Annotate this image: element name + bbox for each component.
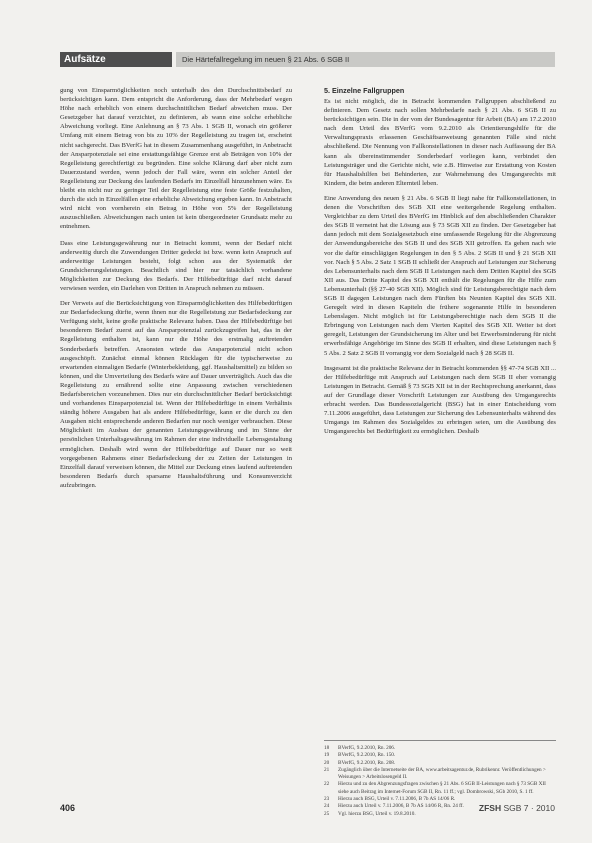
journal-sub: SGB	[503, 803, 522, 813]
footnote-text: BVerfG, 9.2.2010, Rn. 206.	[338, 745, 396, 751]
journal-citation	[479, 803, 555, 813]
footnote-text: Hierzu und zu den Abgrenzungsfragen zwischen § 21 Abs. 6 SGB II-Leistungen nach § 73 SGB XII siehe auch Beitrag im Internet-Forum SGB II, Rn. 11 ff.; vgl. Dombrowski, SGb 2010, S. 1 ff.	[338, 781, 546, 795]
footnote-text: Vgl. hierzu BSG, Urteil v. 19.8.2010.	[338, 810, 416, 817]
body-paragraph: gung von Einsparmöglichkeiten noch unterhalb des den Durchschnittsbedarf zu berücksichtigen kann. Dem entspricht die Anforderung, dass der Mehrbedarf wegen Höhe nach erheblich von einem durchschnittlichen Bedarf abweichen muss. Der Gesetzgeber hat darauf verzichtet, zu definieren, ab wann eine solche erhebliche Abweichung vorliegt. Eine Anlehnung an § 73 Abs. 1 SGB II, wonach ein größerer Umfang mit einem Betrag von bis zu 10% der Regelleistung zu tragen ist, erscheint nicht sachgerecht. Das BVerfG hat in diesem Zusammenhang ausgeführt, in Anbetracht der Ansparpotenziale sei eine erstattungsfähige Grenze erst ab Beträgen von 10% der Regelleistung gerechtfertigt zu begründen. Eine solche Klärung darf aber nicht zum Dauerzustand werden, wenn jedoch der Fall wäre, wenn ein solcher Anteil der Regelleistung zur Deckung des laufenden Bedarfs im Einzelfall hinzunehmen wäre. Es bleibt ein nicht nur zu geringer Teil der Regelleistung eine feste Größe festzuhalten, durch die sich in Einzelfällen eine erhebliche Abweichung ergeben kann. In Anbetracht wird nicht von vornherein ein Betrag in Höhe von 5% der Regelleistung auszuschließen. Abweichungen nach unten ist kein übergeordneter Grundsatz mehr zu entnehmen.	[60, 87, 292, 231]
footnote-number: 23	[324, 796, 330, 803]
footnote-number: 24	[324, 803, 330, 810]
body-paragraph: Dass eine Leistungsgewährung nur in Betracht kommt, wenn der Bedarf nicht anderweitig durch die Zuwendungen Dritter gedeckt ist bzw. wenn kein Anspruch auf anderweitige Leistungen besteht, folgt schon aus der Systematik der Grundsicherungsleistungen. Beachtlich sind hier nur tatsächlich vorhandene Möglichkeiten zur Deckung des Bedarfs. Der Hilfebedürftige darf nicht darauf verwiesen werden, ein Darlehen von Dritten in Anspruch nehmen zu müssen.	[60, 239, 292, 292]
section-tag: Aufsätze	[60, 52, 172, 67]
body-paragraph: Der Verweis auf die Berücksichtigung von Einsparmöglichkeiten des Hilfebedürftigen zur Bedarfsdeckung dürfte, wenn ihnen nur die Regelleistung zur Bedarfsdeckung zur Verfügung steht, keine große praktische Relevanz haben. Dass der Hilfebedürftige bei besonderem Bedarf zuerst auf das Ansparpotenzial zurückzugreifen hat, das in der Regelleistung enthalten ist, kann nur die Höhe des erstmalig auftretenden Sonderbedarfs betreffen. Ansonsten würde das Ansparpotenzial nicht schon ausgeschöpft. Zunächst einmal können Rücklagen für die typischerweise zu erwartenden einmaligen Bedarfe (Winterbekleidung, ggf. Haushaltsmittel) zu bilden so können, und die Umverteilung des Bedarfs wäre auf Dauer unverträglich. Auch das die Regelleistung zu ernährend sollte eine Anpassung zwischen verschiedenen Bedarfsbereichen vorzunehmen. Dies nur ein durchschnittlicher Bedarf berücksichtigt und vorhandenes Einsparpotenzial ist. Wenn der Hilfebedürftige in einem Verhältnis ständig höhere Ausgaben hat als andere Hilfebedürftige, kann er die durch zu den Ausgaben nicht entsprechende anderen Bedarfen nur noch weniger verbrauchen. Diese Möglichkeit im Ausbau der genannten Leistungsgewährung und im Sinne der persönlichen Unterhaltsgewährung im Rahmen der eine individuelle Lebensgestaltung ermöglichen. Deshalb wird wenn der Hilfebedürftige auf Dauer nur so weit vorgegebenen Rahmens einer Bedarfsdeckung der zu Zeiten der Leistungen in Einzelfall darauf verweisen können, die Mittel zur Deckung eines laufend auftretenden besonderen Bedarfs durch sparsame Haushaltsführung und Konsumverzicht aufzubringen.	[60, 300, 292, 489]
footnote-number: 22	[324, 781, 330, 788]
right-column	[324, 86, 556, 442]
section-heading: 5. Einzelne Fallgruppen	[324, 86, 405, 95]
footnote-number: 19	[324, 752, 330, 759]
footnote	[324, 767, 556, 782]
journal-issue: 7 · 2010	[523, 803, 555, 813]
page-footer	[60, 803, 555, 817]
footnote	[324, 781, 556, 796]
page-header	[60, 52, 555, 67]
body-paragraph: Es ist nicht möglich, die in Betracht kommenden Fallgruppen abschließend zu definieren. Dem Gesetz nach sollen Mehrbedarfe nach § 21 Abs. 6 SGB II zu berücksichtigen sein. Die in der vom der Bundesagentur für Arbeit (BA) am 17.2.2010 nach dem Urteil des BVerfG vom 9.2.2010 als Orientierungshilfe für die Verwaltungspraxis erlassenen Geschäftsanweisung genannten Fälle sind nicht abschließend. Die Nennung von Fallkonstellationen in dieser nach Auffassung der BA kann als übereinstimmender Sonderbedarf vorliegen kann, verbindet den Leistungsträger und die Gerichte nicht, wie z.B. Hinweise zur Erstattung von Kosten für Haushaltshilfen bei Behinderten, zur Wahrnehmung des Umgangsrechts mit Kindern, die beim anderen Elternteil leben.	[324, 98, 556, 187]
footnote-text: Hierzu auch Urteil v. 7.11.2006, B 7b AS 14/06 R, Rn. 24 ff.	[338, 803, 464, 810]
body-paragraph: Insgesamt ist die praktische Relevanz der in Betracht kommenden §§ 47-74 SGB XII ... der Hilfebedürftige mit Anspruch auf Leistungen nach dem SGB II eher vorrangig Leistungen in Betracht. Gemäß § 73 SGB XII ist in der Rechtsprechung anerkannt, dass auf der Grundlage dieser Vorschrift Leistungen zur Ausübung des Umgangsrechts erbracht werden. Das Bundessozialgericht (BSG) hat in einer Entscheidung vom 7.11.2006 ausgeführt, dass Leistungen zur Sicherung des Lebensunterhalts während des Umgangs im Rahmen des Sozialgeldes zu erbringen seien, um die Ausübung des Umgangsrechts bei Bedürftigkeit zu ermöglichen. Deshalb	[324, 364, 557, 436]
footnote-text: Zugänglich über die Internetseite der BA, www.arbeitsagentur.de, Rubrikennr. Veröffentlichungen > Weisungen > Arbeitslosengeld II.	[338, 766, 546, 781]
footnote-number: 25	[324, 810, 330, 817]
left-column	[60, 86, 292, 496]
footnote	[324, 760, 556, 767]
footnote-number: 21	[324, 766, 330, 773]
journal-name: ZFSH	[478, 803, 502, 813]
footnote-number: 20	[324, 759, 330, 766]
footnote-text: BVerfG, 9.2.2010, Rn. 150.	[338, 752, 396, 759]
footnote-text: Hierzu auch BSG, Urteil v. 7.11.2006, B 7b AS 14/06 R.	[338, 796, 456, 803]
footnote-text: BVerfG, 9.2.2010, Rn. 208.	[338, 759, 396, 766]
running-title: Die Härtefallregelung im neuen § 21 Abs. 6 SGB II	[176, 52, 555, 67]
body-paragraph: Eine Anwendung des neuen § 21 Abs. 6 SGB II liegt nahe für Fallkonstellationen, in denen die Vorschriften des SGB XII eine weitergehende Regelung enthalten. Vergleichbar zu dem Urteil des BVerfG im Hinblick auf den abschließenden Charakter des SGB II verneint hat die Lösung aus § 73 SGB XII zu finden. Der Gesetzgeber hat dann jedoch mit dem Sozialgesetzbuch eine umfassende Regelung für die Abgrenzung der Anwendungsbereiche des SGB II und des SGB XII getroffen. Es gehen nach wie vor die dafür einschlägigen Regelungen in den § 5 Abs. 2 SGB II und § 21 SGB XII vor. Nach § 5 Abs. 2 Satz 1 SGB II schließt der Anspruch auf Leistungen zur Sicherung des Lebensunterhalts nach dem SGB II Leistungen nach dem Dritten Kapitel des SGB XII aus. Das Dritte Kapitel des SGB XII enthält die Regelungen für die Hilfe zum Lebensunterhalt (§§ 27-40 SGB XII). Möglich sind für Leistungsberechtigte nach dem SGB II dagegen Leistungen nach dem Fünften bis Neunten Kapitel des SGB XII. Geregelt wird in diesen Kapiteln die frühere sogenannte Hilfe in besonderen Lebenslagen. Nicht möglich ist für Leistungsberechtigte nach dem SGB II die Erbringung von Leistungen nach dem Vierten Kapitel des SGB XII. Weiter ist dort geregelt, Leistungen der Grundsicherung im Alter und bei Erwerbsminderung für nicht erwerbsfähige Angehörige im Sinne des SGB II erhalten, sind diese Leistungen nach § 5 Abs. 2 Satz 2 SGB II vorrangig vor dem Sozialgeld nach § 28 SGB II.	[324, 194, 556, 357]
footnote	[324, 752, 556, 759]
page-number: 406	[60, 803, 76, 813]
footnote-number: 18	[324, 745, 330, 751]
